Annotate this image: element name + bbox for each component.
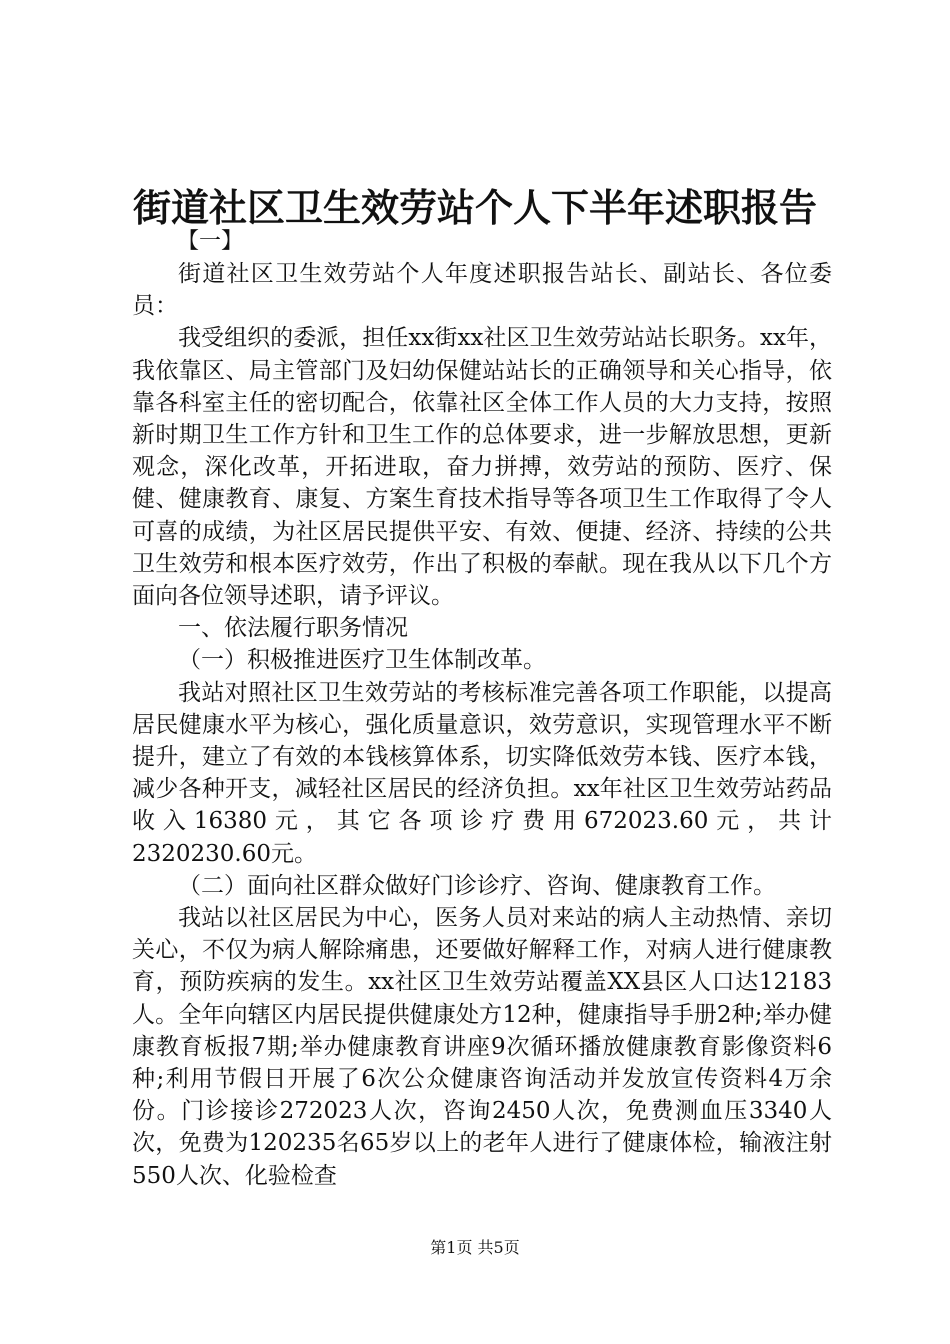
paragraph-intro: 我受组织的委派，担任xx街xx社区卫生效劳站站长职务。xx年，我依靠区、局主管部门及妇幼保健站站长的正确领导和关心指导，依靠各科室主任的密切配合，依靠社区全体工作人员的大力支持，按照新时期卫生工作方针和卫生工作的总体要求，进一步解放思想，更新观念，深化改革，开拓进取，奋力拼搏，效劳站的预防、医疗、保健、健康教育、康复、方案生育技术指导等各项卫生工作取得了令人可喜的成绩，为社区居民提供平安、有效、便捷、经济、持续的公共卫生效劳和根本医疗效劳，作出了积极的奉献。现在我从以下几个方面向各位领导述职，请予评议。	[132, 325, 832, 610]
paragraph-outpatient: 我站以社区居民为中心，医务人员对来站的病人主动热情、亲切关心，不仅为病人解除痛患，还要做好解释工作，对病人进行健康教育，预防疾病的发生。xx社区卫生效劳站覆盖XX县区人口达12183人。全年向辖区内居民提供健康处方12种，健康指导手册2种;举办健康教育板报7期;举办健康教育讲座9次循环播放健康教育影像资料6种;利用节假日开展了6次公众健康咨询活动并发放宣传资料4万余份。门诊接诊272023人次，咨询2450人次，免费测血压3340人次，免费为120235名65岁以上的老年人进行了健康体检，输液注射550人次、化验检查	[132, 905, 832, 1189]
subheading-reform: （一）积极推进医疗卫生体制改革。	[178, 647, 546, 674]
paragraph-reform: 我站对照社区卫生效劳站的考核标准完善各项工作职能，以提高居民健康水平为核心，强化质量意识，效劳意识，实现管理水平不断提升，建立了有效的本钱核算体系，切实降低效劳本钱、医疗本钱，减少各种开支，减轻社区居民的经济负担。xx年社区卫生效劳站药品收入16380元，其它各项诊疗费用672023.60元，共计2320230.60元。	[132, 679, 832, 867]
section-mark: 【一】	[177, 229, 244, 254]
paragraph-salutation: 街道社区卫生效劳站个人年度述职报告站长、副站长、各位委员：	[132, 261, 832, 320]
page-number-footer: 第1页 共5页	[430, 1238, 520, 1257]
document-title: 街道社区卫生效劳站个人下半年述职报告	[132, 185, 817, 230]
heading-duty-performance: 一、依法履行职务情况	[178, 615, 408, 642]
document-body	[132, 258, 832, 1192]
subheading-outpatient: （二）面向社区群众做好门诊诊疗、咨询、健康教育工作。	[178, 872, 776, 899]
